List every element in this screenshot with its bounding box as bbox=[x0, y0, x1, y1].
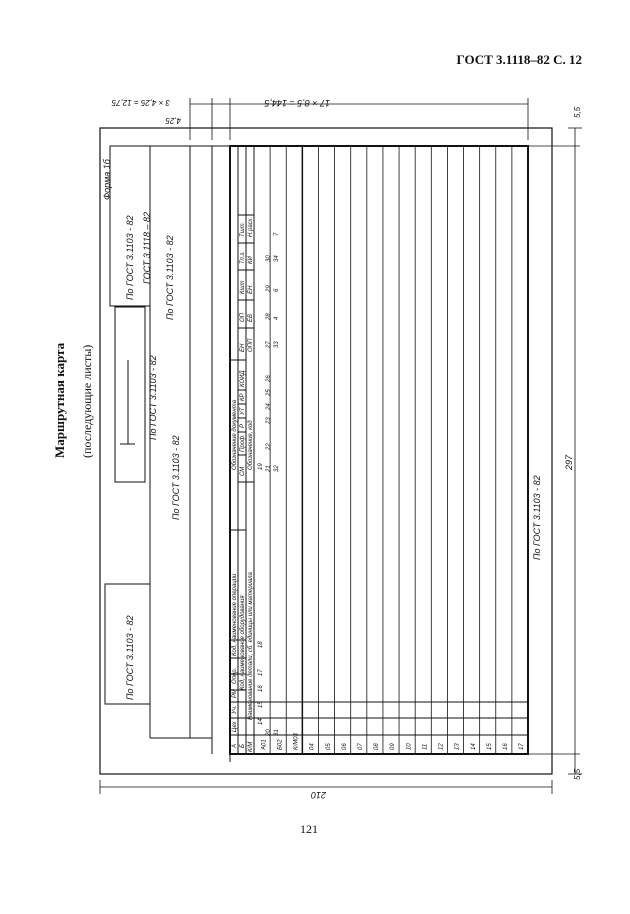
col-opp: ОПП bbox=[248, 338, 254, 352]
col-oper: Опер. bbox=[232, 667, 238, 684]
col-code: Обозначение, код bbox=[248, 420, 254, 470]
column-number: 32 bbox=[274, 465, 280, 472]
column-number: 18 bbox=[258, 641, 264, 648]
row-label: 07 bbox=[357, 743, 364, 750]
column-number: 15 bbox=[258, 701, 264, 708]
column-number: 28 bbox=[266, 313, 272, 320]
row-label: 05 bbox=[325, 743, 332, 750]
dim-210: 210 bbox=[310, 790, 326, 800]
column-number: 27 bbox=[266, 341, 272, 348]
column-number: 34 bbox=[274, 255, 280, 262]
column-number: 33 bbox=[274, 341, 280, 348]
column-number: 4 bbox=[274, 316, 280, 320]
table-rows bbox=[261, 146, 525, 754]
dim-header: 3 × 4,25 = 12,75 bbox=[111, 98, 170, 107]
col-op: ОП bbox=[240, 312, 246, 322]
row-label: 12 bbox=[438, 743, 445, 750]
column-number: 16 bbox=[258, 685, 264, 692]
col-tsht: Тшт. bbox=[240, 221, 246, 237]
dim-rows: 17 × 8,5 = 144,5 bbox=[264, 98, 330, 108]
column-number: 17 bbox=[258, 669, 264, 676]
row-label: 13 bbox=[454, 743, 461, 750]
column-number: 31 bbox=[274, 729, 280, 736]
col-tpz: Тп.з. bbox=[240, 251, 246, 264]
ref-stamp-bottom: По ГОСТ 3.1103 - 82 bbox=[532, 475, 542, 560]
column-number: 30 bbox=[266, 255, 272, 262]
page-title: Маршрутная карта bbox=[52, 342, 67, 458]
row-km-code: К/М bbox=[248, 741, 254, 752]
dim-55-top: 5,5 bbox=[573, 106, 582, 118]
ref-stamp-3: По ГОСТ 3.1103 - 82 bbox=[165, 235, 175, 320]
page-header: ГОСТ 3.1118–82 С. 12 bbox=[456, 52, 582, 67]
col-en-km: ЕН bbox=[248, 285, 254, 294]
column-numbers bbox=[258, 232, 280, 737]
col-tsekh: Цех bbox=[232, 721, 238, 732]
dim-55-bottom: 5,5 bbox=[573, 768, 582, 780]
col-en: ЕН bbox=[240, 343, 246, 352]
col-ut: УТ bbox=[240, 407, 246, 415]
form-title-gost: ГОСТ 3.1118 – 82 bbox=[142, 211, 152, 284]
row-label: 08 bbox=[374, 743, 381, 750]
col-op-name: Код, наименование операции bbox=[232, 573, 238, 656]
column-number: 7 bbox=[274, 232, 280, 236]
col-kr: КР bbox=[240, 393, 246, 401]
col-sm: СМ bbox=[240, 466, 246, 476]
column-number: 14 bbox=[258, 718, 264, 725]
column-number: 26 bbox=[266, 375, 272, 382]
col-detail: Наименование детали, сб. единицы или материала bbox=[248, 572, 254, 720]
col-prof: Проф. bbox=[240, 434, 246, 452]
page-subtitle: (последующие листы) bbox=[80, 344, 94, 458]
ref-stamp-4: По ГОСТ 3.1103 - 82 bbox=[148, 355, 158, 440]
col-equip: Код, наименование оборудования bbox=[240, 595, 246, 690]
row-label: А01 bbox=[261, 739, 268, 750]
dim-425: 4,25 bbox=[165, 116, 181, 125]
col-kshl: Кшт bbox=[240, 280, 246, 294]
column-number: 24 bbox=[266, 403, 272, 410]
col-doc: Обозначение документа bbox=[232, 400, 238, 470]
row-label: 14 bbox=[470, 743, 477, 750]
row-label: 16 bbox=[503, 743, 510, 750]
row-label: К/М03 bbox=[293, 733, 300, 750]
page-number: 121 bbox=[300, 822, 318, 836]
ref-stamp-5: По ГОСТ 3.1103 - 82 bbox=[171, 435, 181, 520]
column-number: 25 bbox=[266, 389, 272, 396]
col-uch: Уч. bbox=[232, 705, 238, 714]
row-label: 09 bbox=[390, 743, 397, 750]
column-number: 21 bbox=[266, 465, 272, 472]
col-nrash: Н.расх. bbox=[248, 216, 254, 237]
row-label: 10 bbox=[406, 743, 413, 750]
column-number: 19 bbox=[258, 463, 264, 470]
ref-stamp-1: По ГОСТ 3.1103 - 82 bbox=[125, 215, 135, 300]
row-b-code: Б bbox=[240, 744, 246, 748]
ref-stamp-2: По ГОСТ 3.1103 - 82 bbox=[125, 615, 135, 700]
row-a-code: А bbox=[232, 743, 238, 748]
row-label: 11 bbox=[422, 743, 429, 750]
row-label: 17 bbox=[519, 743, 526, 750]
form-forma: Форма 1б bbox=[102, 159, 112, 200]
col-ki: КИ bbox=[248, 256, 254, 264]
column-number: 20 bbox=[266, 729, 272, 736]
row-label: 04 bbox=[309, 743, 316, 750]
column-number: 22 bbox=[266, 443, 272, 450]
row-label: 15 bbox=[486, 743, 493, 750]
col-ev: ЕВ bbox=[248, 313, 254, 322]
row-label: 06 bbox=[341, 743, 348, 750]
row-label: Б02 bbox=[277, 739, 284, 750]
col-koid: КОИД bbox=[240, 370, 246, 387]
column-number: 6 bbox=[274, 288, 280, 292]
col-rm: РМ bbox=[232, 689, 238, 698]
col-r: Р bbox=[240, 423, 246, 428]
dim-297: 297 bbox=[564, 454, 574, 470]
column-number: 23 bbox=[266, 417, 272, 424]
column-number: 29 bbox=[266, 285, 272, 292]
